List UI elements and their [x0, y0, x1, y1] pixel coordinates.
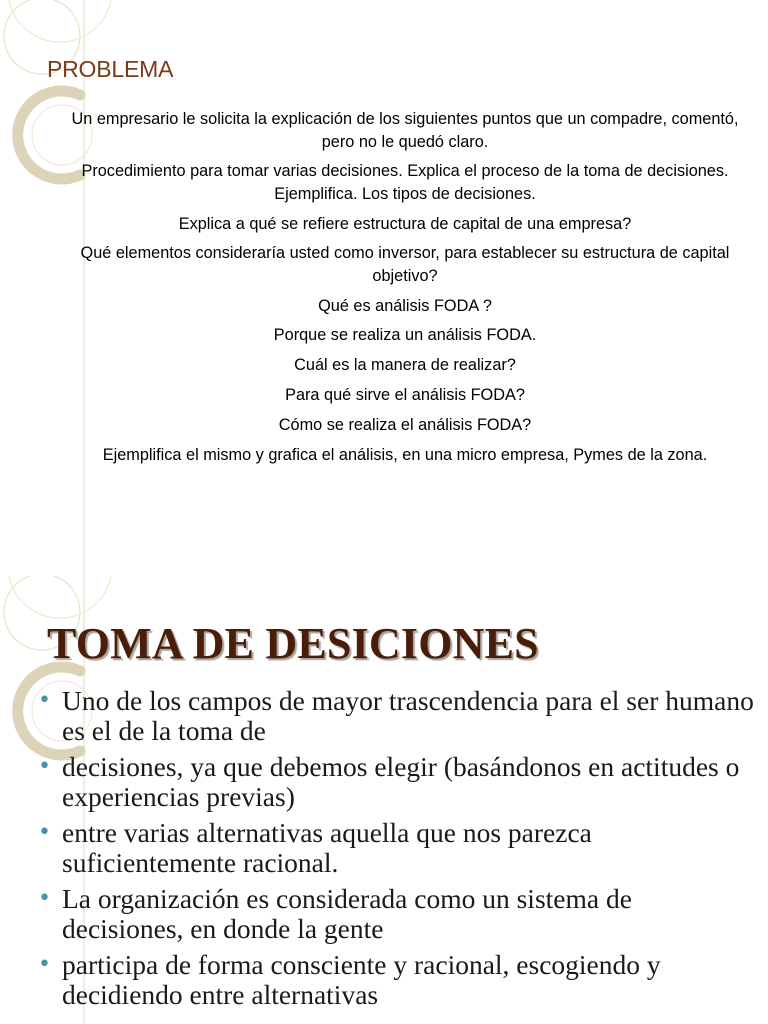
bullet-text: entre varias alternativas aquella que nos parezca suficientemente racional. — [62, 817, 592, 878]
list-item — [38, 752, 756, 811]
bullet-list — [38, 686, 756, 1016]
problem-item: Porque se realiza un análisis FODA. — [273, 326, 537, 345]
problem-item: Cómo se realiza el análisis FODA? — [278, 415, 532, 434]
problem-item: Qué elementos consideraría usted como inversor, para establecer su estructura de capital objetivo? — [80, 244, 730, 285]
bullet-icon: • — [38, 952, 51, 977]
bullet-icon: • — [38, 688, 51, 713]
bullet-text: Uno de los campos de mayor trascendencia para el ser humano es el de la toma de — [62, 685, 754, 746]
bullet-text: decisiones, ya que debemos elegir (basándonos en actitudes o experiencias previas) — [62, 751, 740, 812]
problem-item: Explica a qué se refiere estructura de capital de una empresa? — [178, 214, 632, 233]
list-item — [38, 950, 756, 1009]
problem-item: Ejemplifica el mismo y grafica el análisis, en una micro empresa, Pymes de la zona. — [102, 445, 708, 464]
bullet-text: participa de forma consciente y racional, escogiendo y decidiendo entre alternativas — [62, 949, 661, 1010]
problem-item: Para qué sirve el análisis FODA? — [285, 386, 525, 405]
list-item — [38, 686, 756, 745]
slide-title: PROBLEMA — [47, 56, 174, 82]
bullet-icon: • — [38, 820, 51, 845]
list-item — [38, 818, 756, 877]
problem-item: Cuál es la manera de realizar? — [294, 356, 516, 375]
list-item — [38, 884, 756, 943]
bullet-icon: • — [38, 754, 51, 779]
bullet-icon: • — [38, 886, 51, 911]
problem-item: Qué es análisis FODA ? — [318, 296, 492, 315]
problem-item: Procedimiento para tomar varias decisiones. Explica el proceso de la toma de decisiones. Ejemplifica. Los tipos de decisiones. — [81, 162, 729, 203]
problem-list — [58, 108, 752, 473]
bullet-text: La organización es considerada como un sistema de decisiones, en donde la gente — [62, 883, 632, 944]
problem-item: Un empresario le solicita la explicación de los siguientes puntos que un compadre, comentó, pero no le quedó claro. — [71, 110, 739, 151]
slide-title: TOMA DE DESICIONES — [47, 619, 539, 668]
